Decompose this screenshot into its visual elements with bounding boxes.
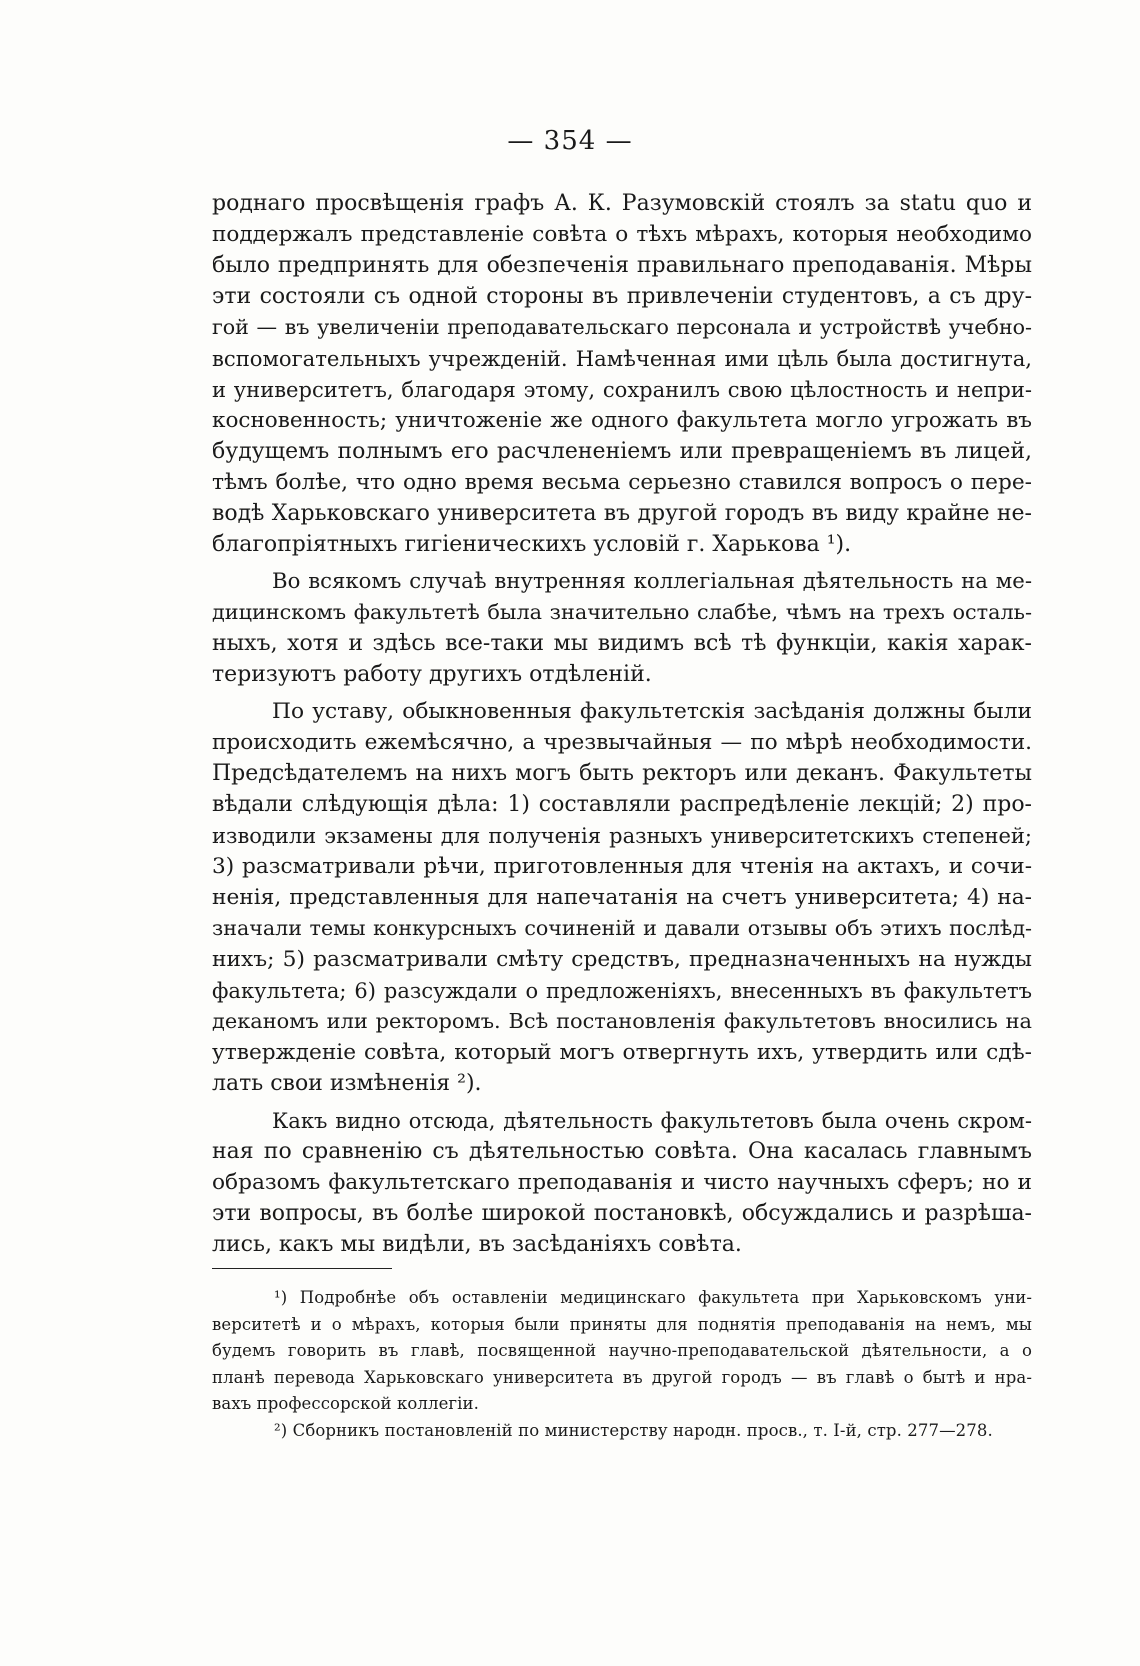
text-line: было предпринять для обезпеченія правильнаго преподаванія. Мѣры [212,253,1032,278]
text-line: косновенность; уничтоженіе же одного факультета могло угрожать въ [212,408,1032,433]
text-line: водѣ Харьковскаго университета въ другой городъ въ виду крайне не- [212,501,1032,526]
paragraph-4 [212,1105,1032,1260]
text-line: лись, какъ мы видѣли, въ засѣданіяхъ совѣта. [212,1232,742,1257]
text-line: вѣдали слѣдующія дѣла: 1) составляли распредѣленіе лекцій; 2) про- [212,792,1032,817]
text-line: Какъ видно отсюда, дѣятельность факультетовъ была очень скром- [272,1108,1032,1133]
paragraph-3 [212,696,1032,1099]
text-line: эти вопросы, въ болѣе широкой постановкѣ, обсуждались и разрѣша- [212,1201,1032,1226]
text-line: поддержалъ представленіе совѣта о тѣхъ мѣрахъ, которыя необходимо [212,222,1032,247]
footnote-line: вахъ профессорской коллегіи. [212,1394,479,1413]
footnote-1 [212,1285,1032,1418]
text-line: происходить ежемѣсячно, а чрезвычайныя — по мѣрѣ необходимости. [212,730,1032,755]
footnote-line: верситетѣ и о мѣрахъ, которыя были приняты для поднятія преподаванія на немъ, мы [212,1314,1032,1334]
footnote-line: ¹) Подробнѣе объ оставленіи медицинскаго факультета при Харьковскомъ уни- [274,1288,1032,1307]
text-line: ная по сравненію съ дѣятельностью совѣта. Она касалась главнымъ [212,1139,1032,1164]
footnote-line: планѣ перевода Харьковскаго университета въ другой городъ — въ главѣ о бытѣ и нра- [212,1367,1032,1387]
text-line: ныхъ, хотя и здѣсь все-таки мы видимъ всѣ тѣ функціи, какія харак- [212,631,1032,656]
text-line: нихъ; 5) разсматривали смѣту средствъ, предназначенныхъ на нужды [212,947,1032,972]
footnote-separator [212,1268,392,1269]
text-line: и университетъ, благодаря этому, сохранилъ свою цѣлостность и непри- [212,377,1032,402]
text-line: дицинскомъ факультетѣ была значительно слабѣе, чѣмъ на трехъ осталь- [212,600,1032,624]
footnote-2 [212,1418,1032,1445]
paragraph-2 [212,566,1032,690]
paragraph-1 [212,188,1032,560]
text-line: роднаго просвѣщенія графъ А. К. Разумовскій стоялъ за statu quo и [212,191,1032,216]
body-text [212,188,1032,1260]
text-line: значали темы конкурсныхъ сочиненій и давали отзывы объ этихъ послѣд- [212,916,1032,940]
text-line: 3) разсматривали рѣчи, приготовленныя для чтенія на актахъ, и сочи- [212,854,1032,879]
text-line: изводили экзамены для полученія разныхъ университетскихъ степеней; [212,823,1032,848]
text-line: факультета; 6) разсуждали о предложеніяхъ, внесенныхъ въ факультетъ [212,978,1032,1003]
text-line: образомъ факультетскаго преподаванія и чисто научныхъ сферъ; но и [212,1170,1032,1195]
text-line: утвержденіе совѣта, который могъ отвергнуть ихъ, утвердить или сдѣ- [212,1040,1032,1065]
text-line: благопріятныхъ гигіеническихъ условій г. Харькова ¹). [212,532,852,557]
footnotes [212,1285,1032,1444]
footnote-line: ²) Сборникъ постановленій по министерству народн. просв., т. I-й, стр. 277—278. [274,1420,993,1440]
text-line: деканомъ или ректоромъ. Всѣ постановленія факультетовъ вносились на [212,1009,1032,1033]
text-line: ненія, представленныя для напечатанія на счетъ университета; 4) на- [212,885,1032,910]
footnote-line: будемъ говорить въ главѣ, посвященной научно-преподавательской дѣятельности, а о [212,1341,1032,1360]
text-line: тѣмъ болѣе, что одно время весьма серьезно ставился вопросъ о пере- [212,470,1032,495]
text-line: теризуютъ работу другихъ отдѣленій. [212,662,652,687]
text-line: вспомогательныхъ учрежденій. Намѣченная ими цѣль была достигнута, [212,346,1032,371]
page-number: — 354 — [507,126,633,156]
text-line: Предсѣдателемъ на нихъ могъ быть ректоръ или деканъ. Факультеты [212,761,1032,786]
text-line: По уставу, обыкновенныя факультетскія засѣданія должны были [272,699,1032,724]
text-line: гой — въ увеличеніи преподавательскаго персонала и устройствѣ учебно- [212,315,1032,339]
text-line: лать свои измѣненія ²). [212,1071,482,1096]
text-line: Во всякомъ случаѣ внутренняя коллегіальная дѣятельность на ме- [272,569,1032,594]
text-line: будущемъ полнымъ его расчлененіемъ или превращеніемъ въ лицей, [212,439,1032,464]
text-line: эти состояли съ одной стороны въ привлеченіи студентовъ, а съ дру- [212,284,1032,309]
